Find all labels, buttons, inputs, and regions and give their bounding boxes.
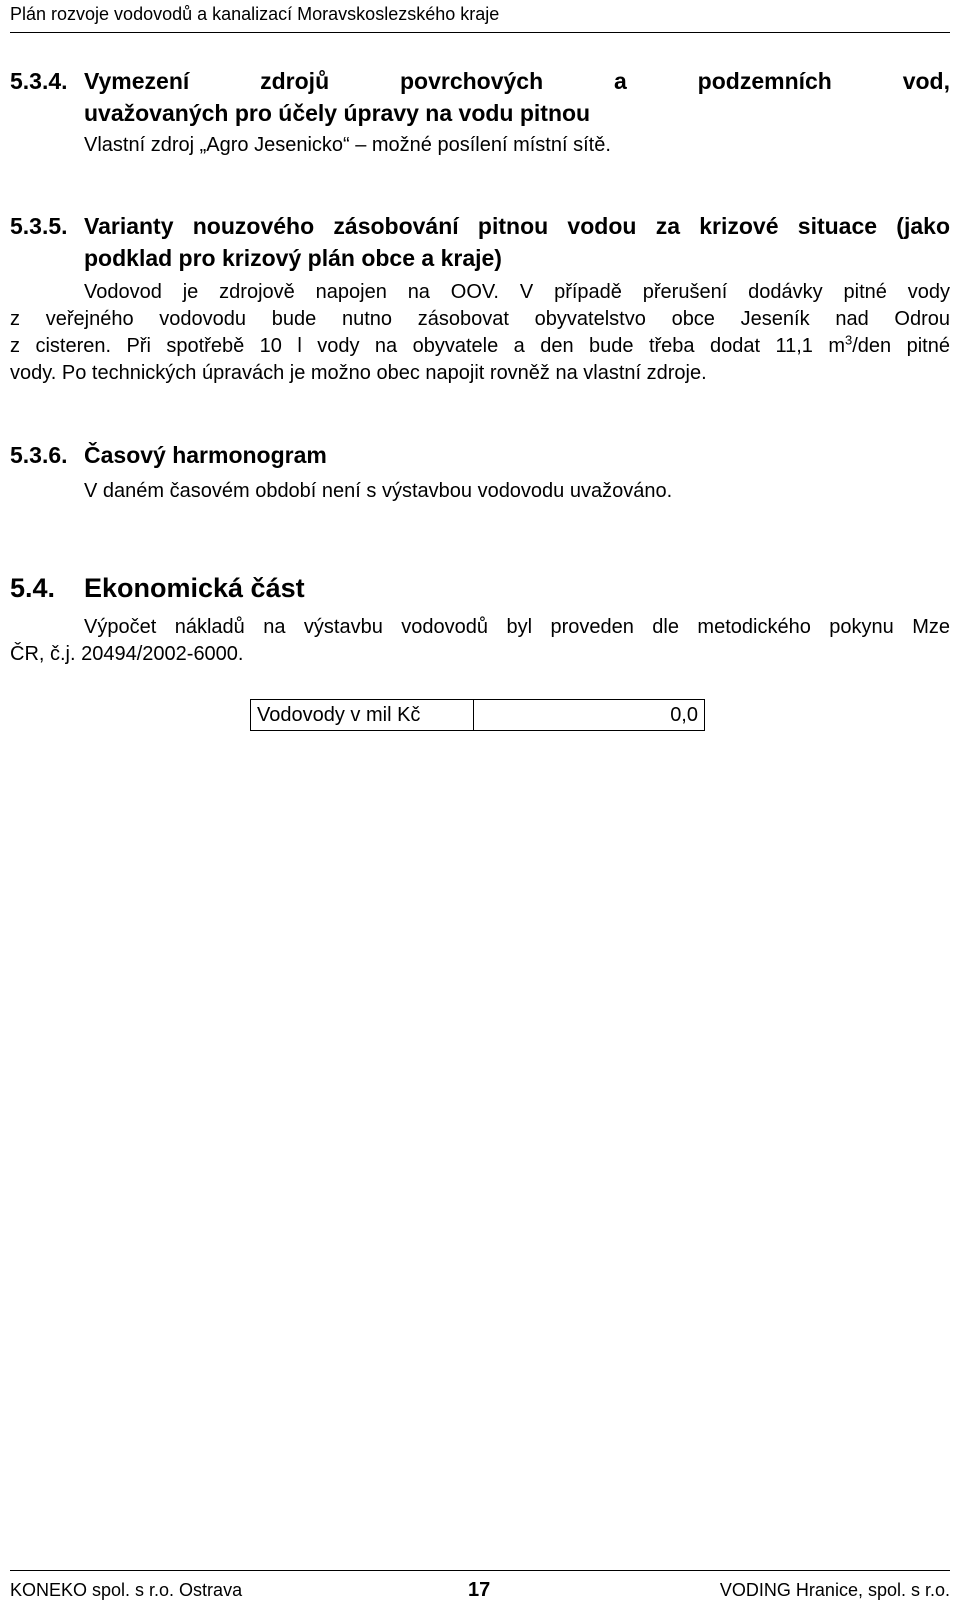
section-5-4-line-2: ČR, č.j. 20494/2002-6000. — [10, 643, 244, 665]
section-5-3-4-heading — [10, 66, 950, 130]
footer-divider — [10, 1570, 950, 1571]
document-title: Plán rozvoje vodovodů a kanalizací Moravskoslezského kraje — [10, 4, 500, 24]
line-3-text-end: /den pitné — [852, 335, 950, 357]
section-title: Ekonomická část — [84, 573, 305, 603]
superscript: 3 — [845, 332, 853, 348]
cost-table — [250, 699, 705, 731]
section-number: 5.3.5. — [10, 213, 68, 239]
page-number: 17 — [468, 1579, 491, 1601]
section-5-4-line-1: Výpočet nákladů na výstavbu vodovodů byl proveden dle metodického pokynu Mze — [84, 616, 950, 638]
section-number: 5.3.6. — [10, 442, 68, 468]
section-5-3-5-line-1: Vodovod je zdrojově napojen na OOV. V případě přerušení dodávky pitné vody — [84, 281, 950, 303]
section-title-line-1: Varianty nouzového zásobování pitnou vodou za krizové situace (jako — [84, 213, 950, 239]
line-3-text: z cisteren. Při spotřebě 10 l vody na obyvatele a den bude třeba dodat 11,1 m — [10, 335, 846, 357]
table-row — [251, 700, 705, 731]
section-5-3-5-line-3 — [10, 332, 950, 360]
section-title-line-2: uvažovaných pro účely úpravy na vodu pitnou — [84, 100, 591, 126]
section-5-3-5-heading — [10, 211, 950, 275]
section-5-3-6-heading — [10, 440, 950, 472]
section-title-line-1: Vymezení zdrojů povrchových a podzemních vod, — [84, 68, 950, 94]
section-title-line-2: podklad pro krizový plán obce a kraje) — [84, 245, 502, 271]
section-5-3-5-line-2: z veřejného vodovodu bude nutno zásobovat obyvatelstvo obce Jeseník nad Odrou — [10, 308, 950, 330]
header-divider — [10, 32, 950, 33]
footer-right: VODING Hranice, spol. s r.o. — [719, 1580, 950, 1600]
footer-left: KONEKO spol. s r.o. Ostrava — [10, 1580, 243, 1600]
section-title: Časový harmonogram — [84, 442, 327, 468]
section-number: 5.3.4. — [10, 68, 68, 94]
page-header — [10, 2, 950, 26]
cost-value-cell: 0,0 — [474, 700, 705, 731]
section-5-4-heading — [10, 573, 950, 609]
section-5-3-6-text: V daném časovém období není s výstavbou vodovodu uvažováno. — [84, 480, 673, 502]
section-number: 5.4. — [10, 573, 56, 603]
section-5-3-4-text: Vlastní zdroj „Agro Jesenicko“ – možné posílení místní sítě. — [84, 134, 611, 156]
cost-label-cell: Vodovody v mil Kč — [251, 700, 474, 731]
section-5-3-5-line-4: vody. Po technických úpravách je možno obec napojit rovněž na vlastní zdroje. — [10, 362, 707, 384]
